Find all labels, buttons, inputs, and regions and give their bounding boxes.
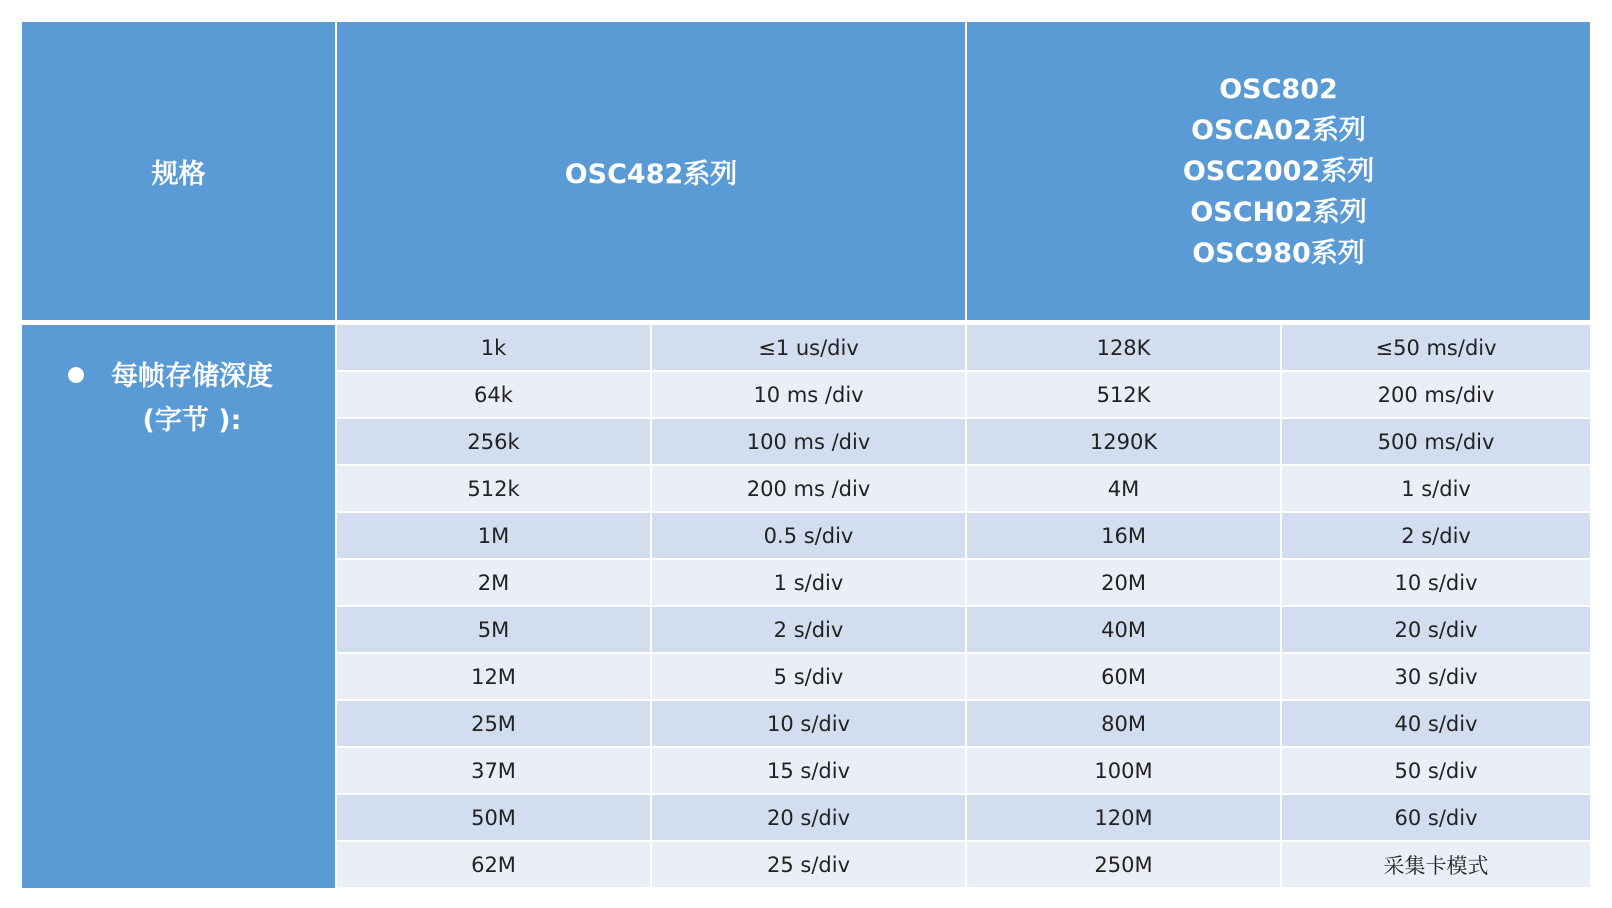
osc482-depth-cell: 64k — [336, 371, 651, 418]
osc482-depth-cell: 62M — [336, 841, 651, 888]
osc802-depth-cell: 20M — [966, 559, 1281, 606]
osc482-depth-cell: 37M — [336, 747, 651, 794]
header-model-line: OSC980系列 — [1192, 237, 1365, 269]
spec-table — [22, 22, 1590, 889]
osc482-timebase-cell: 15 s/div — [651, 747, 966, 794]
header-spec: 规格 — [22, 22, 336, 323]
osc482-timebase-cell: 10 ms /div — [651, 371, 966, 418]
osc802-depth-cell: 128K — [966, 323, 1281, 372]
osc802-depth-cell: 1290K — [966, 418, 1281, 465]
osc482-timebase-cell: 100 ms /div — [651, 418, 966, 465]
osc482-depth-cell: 2M — [336, 559, 651, 606]
osc482-timebase-cell: 10 s/div — [651, 700, 966, 747]
osc802-timebase-cell: 20 s/div — [1281, 606, 1590, 653]
osc482-timebase-cell: 1 s/div — [651, 559, 966, 606]
osc802-timebase-cell: 40 s/div — [1281, 700, 1590, 747]
osc482-depth-cell: 512k — [336, 465, 651, 512]
osc482-depth-cell: 5M — [336, 606, 651, 653]
osc802-timebase-cell: 1 s/div — [1281, 465, 1590, 512]
osc802-timebase-cell: 采集卡模式 — [1281, 841, 1590, 888]
osc482-depth-cell: 256k — [336, 418, 651, 465]
osc482-timebase-cell: 0.5 s/div — [651, 512, 966, 559]
row-label-line2: (字节 ): — [142, 405, 242, 436]
osc802-timebase-cell: ≤50 ms/div — [1281, 323, 1590, 372]
header-model-line: OSC2002系列 — [1182, 155, 1375, 187]
osc482-timebase-cell: 20 s/div — [651, 794, 966, 841]
osc482-timebase-cell: 200 ms /div — [651, 465, 966, 512]
osc802-depth-cell: 120M — [966, 794, 1281, 841]
osc802-timebase-cell: 10 s/div — [1281, 559, 1590, 606]
osc802-depth-cell: 40M — [966, 606, 1281, 653]
osc482-timebase-cell: ≤1 us/div — [651, 323, 966, 372]
osc482-depth-cell: 1M — [336, 512, 651, 559]
header-row — [22, 22, 1590, 323]
header-osc482: OSC482系列 — [336, 22, 966, 323]
osc802-depth-cell: 60M — [966, 653, 1281, 700]
header-osc802-group — [966, 22, 1590, 323]
osc802-depth-cell: 250M — [966, 841, 1281, 888]
osc802-timebase-cell: 50 s/div — [1281, 747, 1590, 794]
row-label-cell — [22, 323, 336, 889]
osc802-depth-cell: 4M — [966, 465, 1281, 512]
row-label — [72, 355, 312, 443]
table-body — [22, 323, 1590, 889]
osc482-depth-cell: 12M — [336, 653, 651, 700]
osc802-timebase-cell: 2 s/div — [1281, 512, 1590, 559]
row-label-line1: 每帧存储深度 — [111, 361, 273, 392]
osc482-depth-cell: 25M — [336, 700, 651, 747]
osc802-depth-cell: 80M — [966, 700, 1281, 747]
header-model-line: OSCA02系列 — [1191, 114, 1366, 146]
osc482-depth-cell: 50M — [336, 794, 651, 841]
osc802-depth-cell: 512K — [966, 371, 1281, 418]
header-model-line: OSCH02系列 — [1190, 196, 1367, 228]
table-row — [22, 323, 1590, 372]
osc482-depth-cell: 1k — [336, 323, 651, 372]
osc802-timebase-cell: 200 ms/div — [1281, 371, 1590, 418]
header-model-line: OSC802 — [1219, 73, 1338, 105]
osc482-timebase-cell: 2 s/div — [651, 606, 966, 653]
bullet-icon — [68, 367, 84, 383]
spec-table-container — [22, 22, 1590, 889]
osc802-timebase-cell: 60 s/div — [1281, 794, 1590, 841]
osc482-timebase-cell: 25 s/div — [651, 841, 966, 888]
osc482-timebase-cell: 5 s/div — [651, 653, 966, 700]
osc802-timebase-cell: 30 s/div — [1281, 653, 1590, 700]
osc802-depth-cell: 100M — [966, 747, 1281, 794]
osc802-depth-cell: 16M — [966, 512, 1281, 559]
osc802-timebase-cell: 500 ms/div — [1281, 418, 1590, 465]
